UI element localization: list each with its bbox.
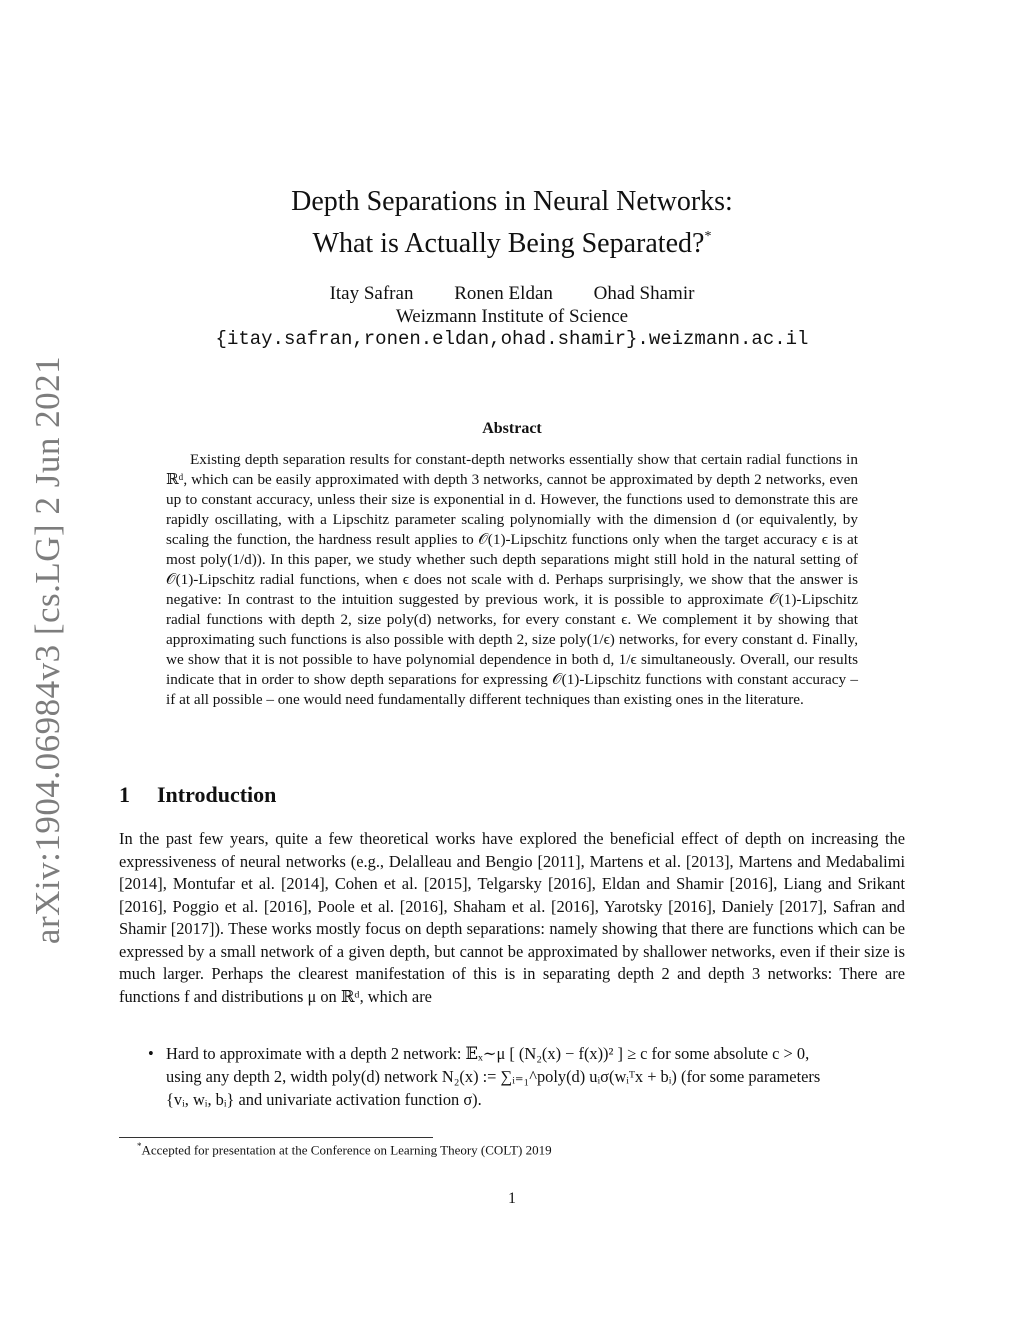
footnote-divider — [119, 1137, 433, 1138]
paper-title — [0, 184, 1024, 261]
section-heading — [119, 782, 276, 808]
title-footnote-mark: * — [704, 229, 712, 244]
author-name: Ohad Shamir — [593, 283, 695, 304]
author-name: Itay Safran — [329, 283, 414, 304]
section-title: Introduction — [157, 782, 277, 807]
intro-paragraph: In the past few years, quite a few theoretical works have explored the beneficial effect of depth on increasing the expressiveness of neural networks (e.g., Delalleau and Bengio [2011], Martens et al. [2013], Martens and Medabalimi [2014], Montufar et al. [2014], Cohen et al. [2015], Telgarsky [2016], Eldan and Shamir [2016], Liang and Srikant [2016], Poggio et al. [2016], Poole et al. [2016], Shaham et al. [2016], Yarotsky [2016], Daniely [2017], Safran and Shamir [2017]). These works mostly focus on depth separations: namely showing that there are functions which can be expressed by a small network of a given depth, but cannot be approximated by shallower networks, even if their size is much larger. Perhaps the clearest manifestation of this is in separating depth 2 and depth 3 networks: There are functions f and distributions μ on ℝᵈ, which are — [119, 829, 905, 1006]
bullet-item — [148, 1042, 905, 1111]
footnote — [137, 1141, 552, 1158]
abstract-heading: Abstract — [482, 420, 542, 437]
title-line-2 — [0, 219, 1024, 261]
bullet-line-3: {vᵢ, wᵢ, bᵢ} and univariate activation function σ). — [166, 1090, 482, 1109]
author-block — [0, 282, 1024, 351]
page-number: 1 — [508, 1190, 516, 1207]
bullet-line-2: using any depth 2, width poly(d) network N₂(x) := ∑ᵢ₌₁^poly(d) uᵢσ(wᵢᵀx + bᵢ) (for some parameters — [166, 1067, 821, 1086]
bullet-line-1: Hard to approximate with a depth 2 network: 𝔼ₓ∼μ [ (N₂(x) − f(x))² ] ≥ c for some absolute c > 0, — [166, 1044, 810, 1063]
title-line-1: Depth Separations in Neural Networks: — [291, 186, 733, 217]
footnote-text: Accepted for presentation at the Conference on Learning Theory (COLT) 2019 — [141, 1142, 552, 1158]
footnote-mark: * — [137, 1141, 142, 1151]
abstract-text: Existing depth separation results for constant-depth networks essentially show that certain radial functions in ℝᵈ, which can be easily approximated with depth 3 networks, cannot be approximated by depth 2 networks, even up to constant accuracy, unless their size is exponential in d. However, the functions used to demonstrate this are rapidly oscillating, with a Lipschitz parameter scaling polynomially with the dimension d (or equivalently, by scaling the function, the hardness result applies to 𝒪(1)-Lipschitz functions only when the target accuracy ϵ is at most poly(1/d)). In this paper, we study whether such depth separations might still hold in the natural setting of 𝒪(1)-Lipschitz radial functions, when ϵ does not scale with d. Perhaps surprisingly, we show that the answer is negative: In contrast to the intuition suggested by previous work, it is possible to approximate 𝒪(1)-Lipschitz radial functions with depth 2, size poly(d) networks, for every constant ϵ. We complement it by showing that approximating such functions is also possible with depth 2, size poly(1/ϵ) networks, for every constant d. Finally, we show that it is not possible to have polynomial dependence in both d, 1/ϵ simultaneously. Overall, our results indicate that in order to show depth separations for expressing 𝒪(1)-Lipschitz functions with constant accuracy – if at all possible – one would need fundamentally different techniques than existing ones in the literature. — [166, 451, 858, 708]
author-names — [0, 282, 1024, 305]
bullet-marker: • — [148, 1044, 154, 1063]
arxiv-identifier-text: arXiv:1904.06984v3 [cs.LG] 2 Jun 2021 — [28, 355, 67, 945]
affiliation: Weizmann Institute of Science — [395, 306, 629, 327]
author-emails: {itay.safran,ronen.eldan,ohad.shamir}.weizmann.ac.il — [215, 328, 809, 350]
arxiv-identifier-stamp — [16, 355, 80, 945]
abstract-body — [166, 450, 858, 710]
title-line-2-text: What is Actually Being Separated? — [312, 228, 705, 259]
author-name: Ronen Eldan — [454, 283, 553, 304]
section-number: 1 — [119, 782, 130, 807]
